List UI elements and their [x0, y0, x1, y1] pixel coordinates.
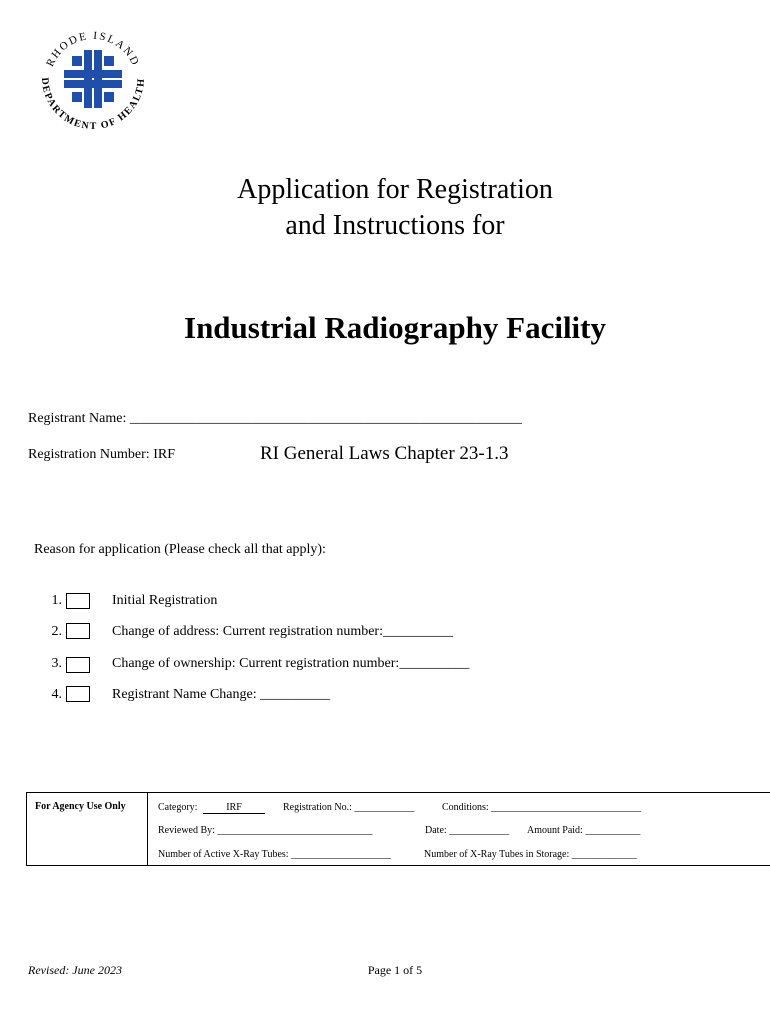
name-change-checkbox[interactable]: [66, 686, 90, 702]
title-line-1: Application for Registration: [237, 174, 553, 205]
registration-no-field[interactable]: Registration No.: ____________: [283, 802, 415, 813]
svg-text:RHODE ISLAND: [44, 30, 142, 69]
page-heading: Industrial Radiography Facility: [184, 310, 606, 345]
registration-number-field[interactable]: Registration Number: IRF: [28, 447, 175, 462]
agency-divider: [147, 793, 148, 865]
storage-tubes-field[interactable]: Number of X-Ray Tubes in Storage: _____________: [424, 849, 637, 860]
option-number: 3.: [51, 656, 62, 671]
seal-top-text: RHODE ISLAND: [44, 29, 142, 69]
option-label: Change of address: Current registration number:__________: [112, 624, 453, 639]
seal-bottom-text: DEPARTMENT OF HEALTH: [38, 77, 148, 133]
registrant-name-field[interactable]: Registrant Name: ________________________________________________________: [28, 411, 522, 426]
reason-title: Reason for application (Please check all that apply):: [34, 542, 326, 557]
page-number: Page 1 of 5: [367, 963, 423, 977]
category-label: Category:: [158, 802, 198, 813]
initial-registration-checkbox[interactable]: [66, 593, 90, 609]
title-line-2: and Instructions for: [285, 210, 505, 241]
option-number: 2.: [51, 624, 62, 639]
option-label: Registrant Name Change: __________: [112, 687, 331, 702]
amount-paid-field[interactable]: Amount Paid: ___________: [527, 825, 641, 836]
rhode-island-health-seal: [28, 20, 158, 145]
agency-use-box: [26, 792, 770, 866]
active-tubes-field[interactable]: Number of Active X-Ray Tubes: ____________________: [158, 849, 392, 860]
date-field[interactable]: Date: ____________: [425, 825, 510, 836]
option-label: Initial Registration: [112, 593, 218, 608]
reviewed-by-field[interactable]: Reviewed By: _______________________________: [158, 825, 373, 836]
change-of-ownership-checkbox[interactable]: [66, 657, 90, 673]
category-value[interactable]: IRF: [203, 802, 265, 814]
option-label: Change of ownership: Current registration number:__________: [112, 656, 470, 671]
law-reference: RI General Laws Chapter 23-1.3: [260, 443, 509, 464]
option-number: 4.: [51, 687, 62, 702]
change-of-address-checkbox[interactable]: [66, 623, 90, 639]
conditions-field[interactable]: Conditions: ______________________________: [442, 802, 642, 813]
revised-date: Revised: June 2023: [28, 963, 122, 977]
option-number: 1.: [51, 593, 62, 608]
agency-use-heading: For Agency Use Only: [35, 801, 126, 812]
health-cross-icon: [64, 50, 122, 108]
